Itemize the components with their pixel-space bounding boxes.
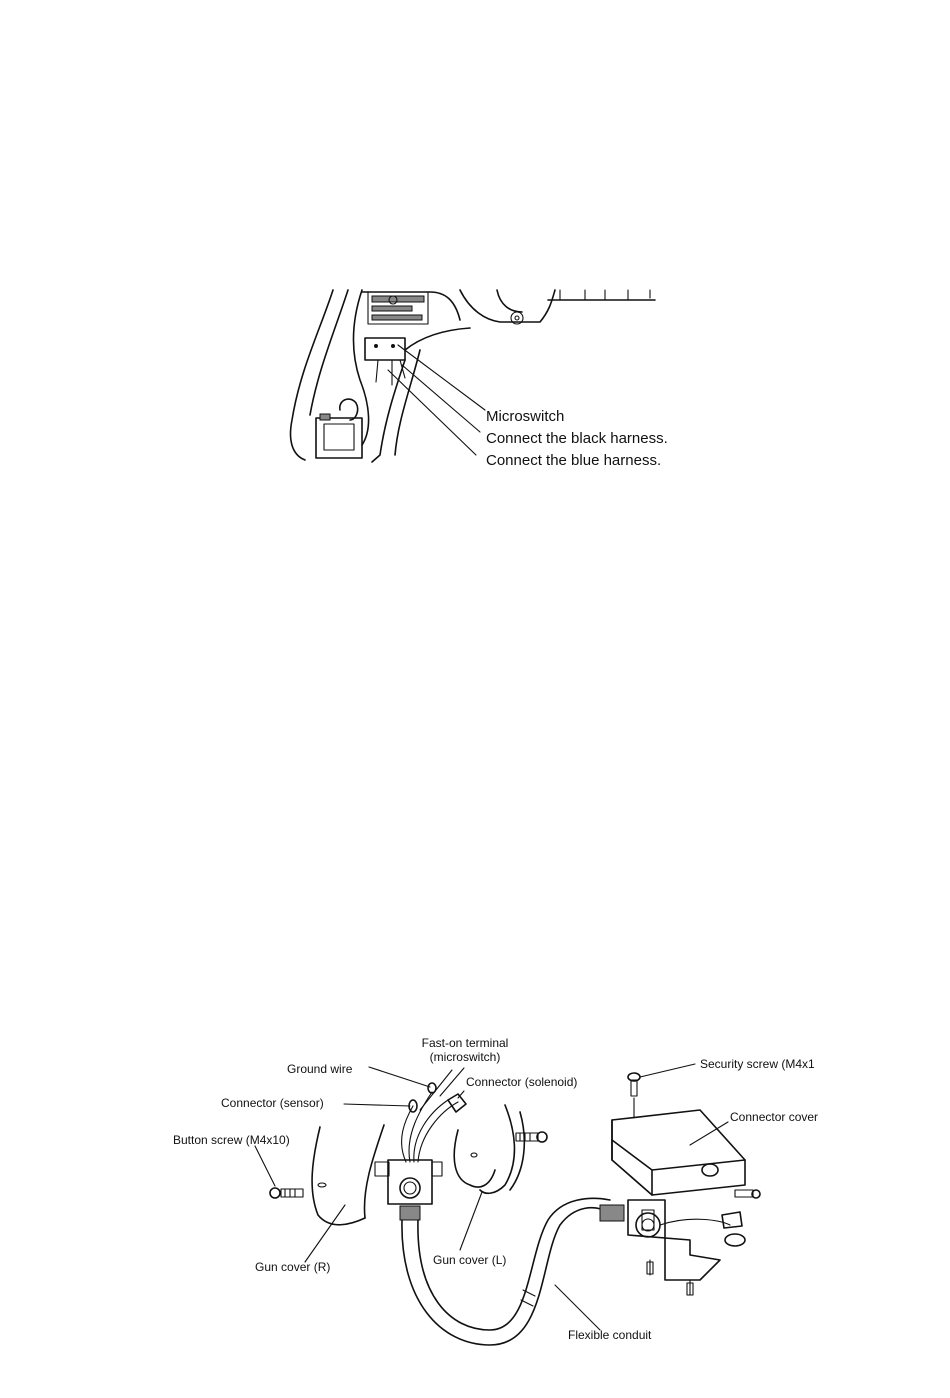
label-fast-on-line1: Fast-on terminal <box>421 1036 509 1050</box>
label-connector-cover: Connector cover <box>730 1110 819 1124</box>
label-security-screw: Security screw (M4x1 <box>700 1057 815 1071</box>
label-connector-sensor: Connector (sensor) <box>221 1096 324 1110</box>
label-ground-wire: Ground wire <box>287 1062 353 1076</box>
label-button-screw: Button screw (M4x10) <box>173 1133 290 1147</box>
label-connector-solenoid: Connector (solenoid) <box>466 1075 578 1089</box>
callout-black-harness: Connect the black harness. <box>486 430 668 447</box>
callout-blue-harness: Connect the blue harness. <box>486 452 662 469</box>
label-fast-on-line2: (microswitch) <box>429 1050 501 1064</box>
label-gun-cover-l: Gun cover (L) <box>433 1253 507 1267</box>
label-gun-cover-r: Gun cover (R) <box>255 1260 331 1274</box>
label-fast-on-terminal <box>400 1036 530 1064</box>
label-flexible-conduit: Flexible conduit <box>568 1328 652 1342</box>
callout-microswitch: Microswitch <box>486 408 565 425</box>
